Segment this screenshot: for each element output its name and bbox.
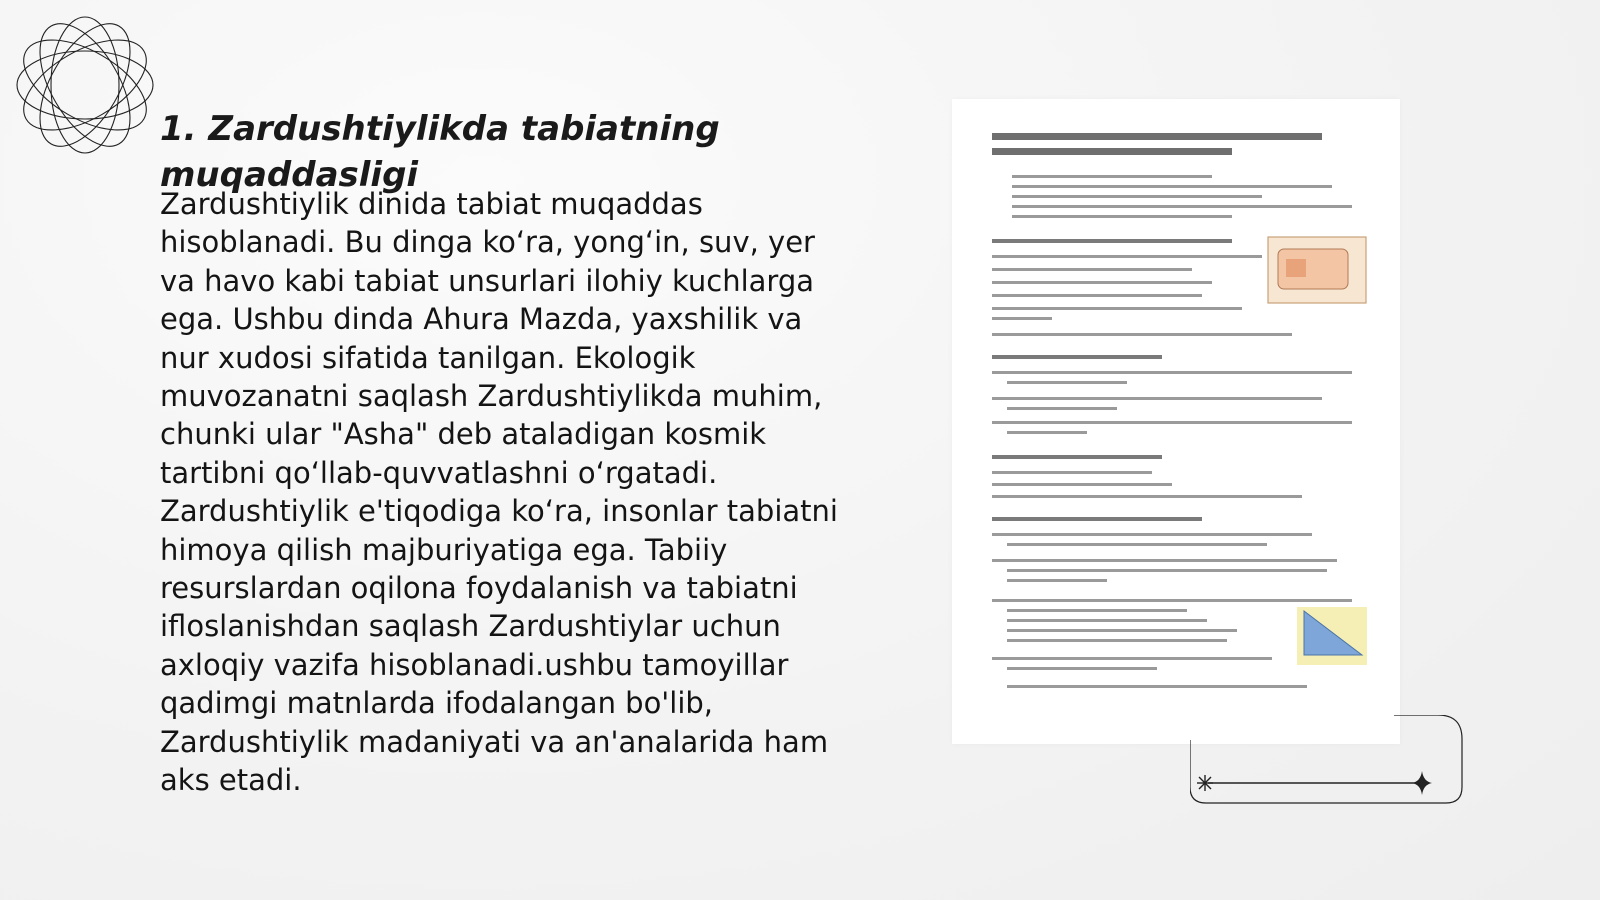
slide-title: 1. Zardushtiylikda tabiatning muqaddasligi xyxy=(160,109,720,195)
decorative-frame xyxy=(1190,715,1470,815)
sparkle-icon xyxy=(1197,775,1213,791)
four-point-star-icon xyxy=(1412,771,1432,795)
slide-body-text: Zardushtiylik dinida tabiat muqaddas hisoblanadi. Bu dinga ko‘ra, yong‘in, suv, yer va havo kabi tabiat unsurlari ilohiy kuchlarga ega. Ushbu dinda Ahura Mazda, yaxshilik va nur xudosi sifatida tanilgan. Ekologik muvozanatni saqlash Zardushtiylikda muhim, chunki ular "Asha" deb ataladigan kosmik tartibni qo‘llab-quvvatlashni o‘rgatadi. Zardushtiylik e'tiqodiga ko‘ra, insonlar tabiatni himoya qilish majburiyatiga ega. Tabiiy resurslardan oqilona foydalanish va tabiatni ifloslanishdan saqlash Zardushtiylar uchun axloqiy vazifa hisoblanadi.ushbu tamoyillar qadimgi matnlarda ifodalangan bo'lib, Zardushtiylik madaniyati va an'analarida ham aks etadi. xyxy=(160,187,838,798)
circle-rosette-icon xyxy=(10,10,160,160)
document-page-image xyxy=(952,99,1400,744)
